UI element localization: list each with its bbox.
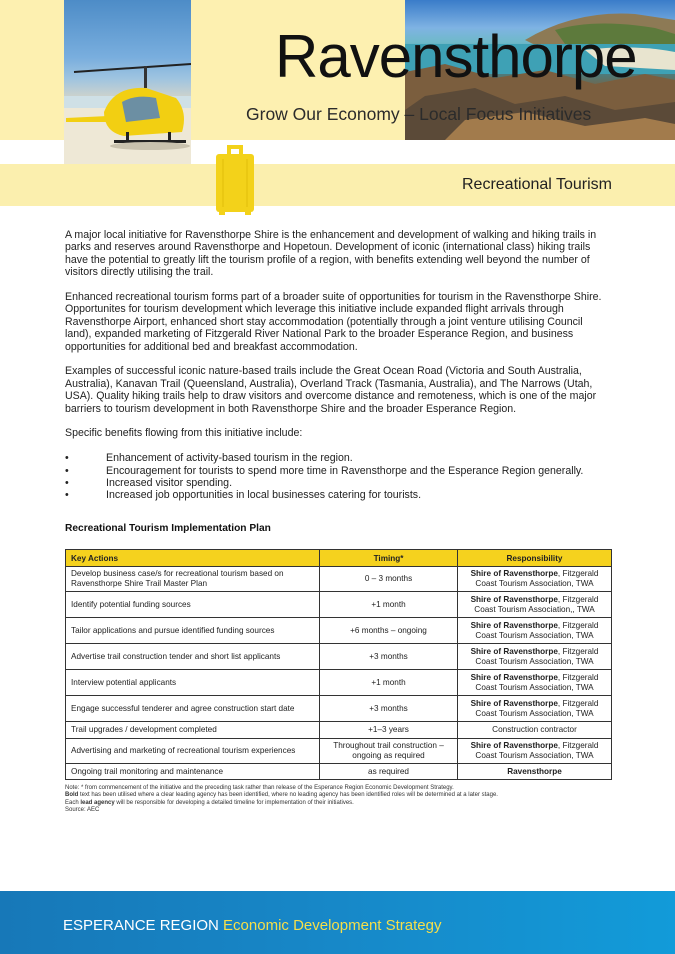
action-cell: Advertise trail construction tender and short list applicants (66, 644, 320, 670)
table-row (66, 739, 612, 764)
paragraph: Specific benefits flowing from this initiative include: (65, 427, 303, 440)
helicopter-image (64, 0, 191, 164)
other-agencies: , Fitzgerald Coast Tourism Association,, TWA (474, 594, 599, 614)
action-cell: Advertising and marketing of recreational tourism experiences (66, 739, 320, 764)
note-line (65, 792, 615, 799)
table-row (66, 696, 612, 722)
timing-cell: +3 months (320, 696, 458, 722)
column-header-key-actions: Key Actions (66, 550, 320, 567)
table-row (66, 764, 612, 780)
other-agencies: Construction contractor (492, 725, 577, 735)
action-cell: Develop business case/s for recreational tourism based on Ravensthorpe Shire Trail Master Plan (66, 567, 320, 592)
list-item: • Enhancement of activity-based tourism in the region. (65, 452, 610, 464)
table-row (66, 618, 612, 644)
responsibility-cell (458, 670, 612, 696)
action-cell: Interview potential applicants (66, 670, 320, 696)
note-text: Each (65, 799, 81, 806)
implementation-plan-table (65, 549, 612, 780)
responsibility-cell (458, 739, 612, 764)
action-cell: Tailor applications and pursue identified funding sources (66, 618, 320, 644)
plan-title: Recreational Tourism Implementation Plan (65, 523, 271, 534)
action-cell: Identify potential funding sources (66, 592, 320, 618)
action-cell: Engage successful tenderer and agree construction start date (66, 696, 320, 722)
paragraph: Enhanced recreational tourism forms part of a broader suite of opportunities for tourism in the Ravensthorpe Shire. Opportunites for tourism development which leverage this initiative include expanded flight arrivals through Ravensthorpe Airport, enhanced short stay accommodation (potentially through a joint venture utilising Council land), expanded marketing of Fitzgerald River National Park to the broader Esperance Region, and business opportunities for additional bed and breakfast accommodation. (65, 291, 602, 353)
timing-cell: +3 months (320, 644, 458, 670)
action-cell: Ongoing trail monitoring and maintenance (66, 764, 320, 780)
footer-strategy: Economic Development Strategy (218, 917, 442, 934)
other-agencies: , Fitzgerald Coast Tourism Association, TWA (475, 620, 599, 640)
table-row (66, 592, 612, 618)
lead-agency: Shire of Ravensthorpe (470, 620, 558, 630)
other-agencies: , Fitzgerald Coast Tourism Association, TWA (475, 646, 599, 666)
list-item: • Encouragement for tourists to spend more time in Ravensthorpe and the Esperance Region generally. (65, 465, 610, 477)
note-text: will be responsible for developing a detailed timeline for implementation of their initiatives. (114, 799, 354, 806)
lead-agency: Shire of Ravensthorpe (470, 646, 558, 656)
other-agencies: , Fitzgerald Coast Tourism Association, TWA (475, 672, 599, 692)
responsibility-cell (458, 764, 612, 780)
lead-agency: Shire of Ravensthorpe (470, 594, 558, 604)
table-row (66, 722, 612, 739)
lead-agency: Shire of Ravensthorpe (470, 741, 558, 751)
responsibility-cell (458, 644, 612, 670)
responsibility-cell (458, 722, 612, 739)
timing-cell: as required (320, 764, 458, 780)
table-notes (65, 785, 615, 815)
section-title: Recreational Tourism (462, 176, 612, 193)
timing-cell: +1 month (320, 592, 458, 618)
lead-agency: Shire of Ravensthorpe (470, 672, 558, 682)
timing-cell: Throughout trail construction – ongoing as required (320, 739, 458, 764)
action-cell: Trail upgrades / development completed (66, 722, 320, 739)
note-line: Note: * from commencement of the initiative and the preceding task rather than release of the Esperance Region Economic Development Strategy. (65, 785, 454, 791)
note-bold: lead agency (80, 799, 115, 806)
responsibility-cell (458, 696, 612, 722)
note-text: text has been utilised where a clear leading agency has been identified, where no leading agency has been identified roles will be determined at a later stage. (78, 792, 498, 799)
other-agencies: , Fitzgerald Coast Tourism Association, TWA (475, 569, 599, 588)
table-row (66, 567, 612, 592)
lead-agency: Shire of Ravensthorpe (470, 698, 558, 708)
helicopter-photo (64, 0, 191, 164)
table-header-row (66, 550, 612, 567)
timing-cell: 0 – 3 months (320, 567, 458, 592)
timing-cell: +6 months – ongoing (320, 618, 458, 644)
benefits-list (65, 452, 610, 502)
other-agencies: , Fitzgerald Coast Tourism Association, TWA (475, 698, 599, 718)
page-title: Ravensthorpe (275, 23, 637, 90)
table-row (66, 670, 612, 696)
list-item: • Increased job opportunities in local businesses catering for tourists. (65, 489, 610, 501)
timing-cell: +1 month (320, 670, 458, 696)
timing-cell: +1–3 years (320, 722, 458, 739)
footer-region: ESPERANCE REGION (63, 917, 219, 934)
page-subtitle: Grow Our Economy – Local Focus Initiatives (246, 104, 592, 124)
body-text (65, 229, 610, 502)
suitcase-icon (214, 145, 256, 215)
lead-agency: Ravensthorpe (507, 766, 562, 776)
note-source: Source: AEC (65, 807, 100, 814)
responsibility-cell (458, 567, 612, 592)
paragraph: Examples of successful iconic nature-based trails include the Great Ocean Road (Victoria and South Australia, Australia), Kanavan Trail (Queensland, Australia), Overland Track (Tasmania, Australia), and The Narrows (Utah, USA). Quality hiking trails help to draw visitors and overcome distance and remoteness, which is one of the major barriers to tourism development in both Ravensthorpe Shire and the broader Esperance Region. (65, 365, 597, 415)
column-header-timing: Timing* (320, 550, 458, 567)
table-row (66, 644, 612, 670)
responsibility-cell (458, 618, 612, 644)
column-header-responsibility: Responsibility (458, 550, 612, 567)
note-line (65, 800, 615, 807)
footer-title (63, 917, 441, 934)
paragraph: A major local initiative for Ravensthorpe Shire is the enhancement and development of walking and hiking trails in parks and reserves around Ravensthorpe and Hopetoun. Development of iconic (international class) hiking trails have the potential to greatly lift the tourism profile of a region, with benefits extending well beyond the number of visitors directly utilising the trail. (65, 229, 597, 279)
list-item: • Increased visitor spending. (65, 477, 610, 489)
lead-agency: Shire of Ravensthorpe (470, 569, 558, 579)
responsibility-cell (458, 592, 612, 618)
note-bold: Bold (65, 792, 79, 799)
other-agencies: , Fitzgerald Coast Tourism Association, TWA (475, 741, 599, 760)
